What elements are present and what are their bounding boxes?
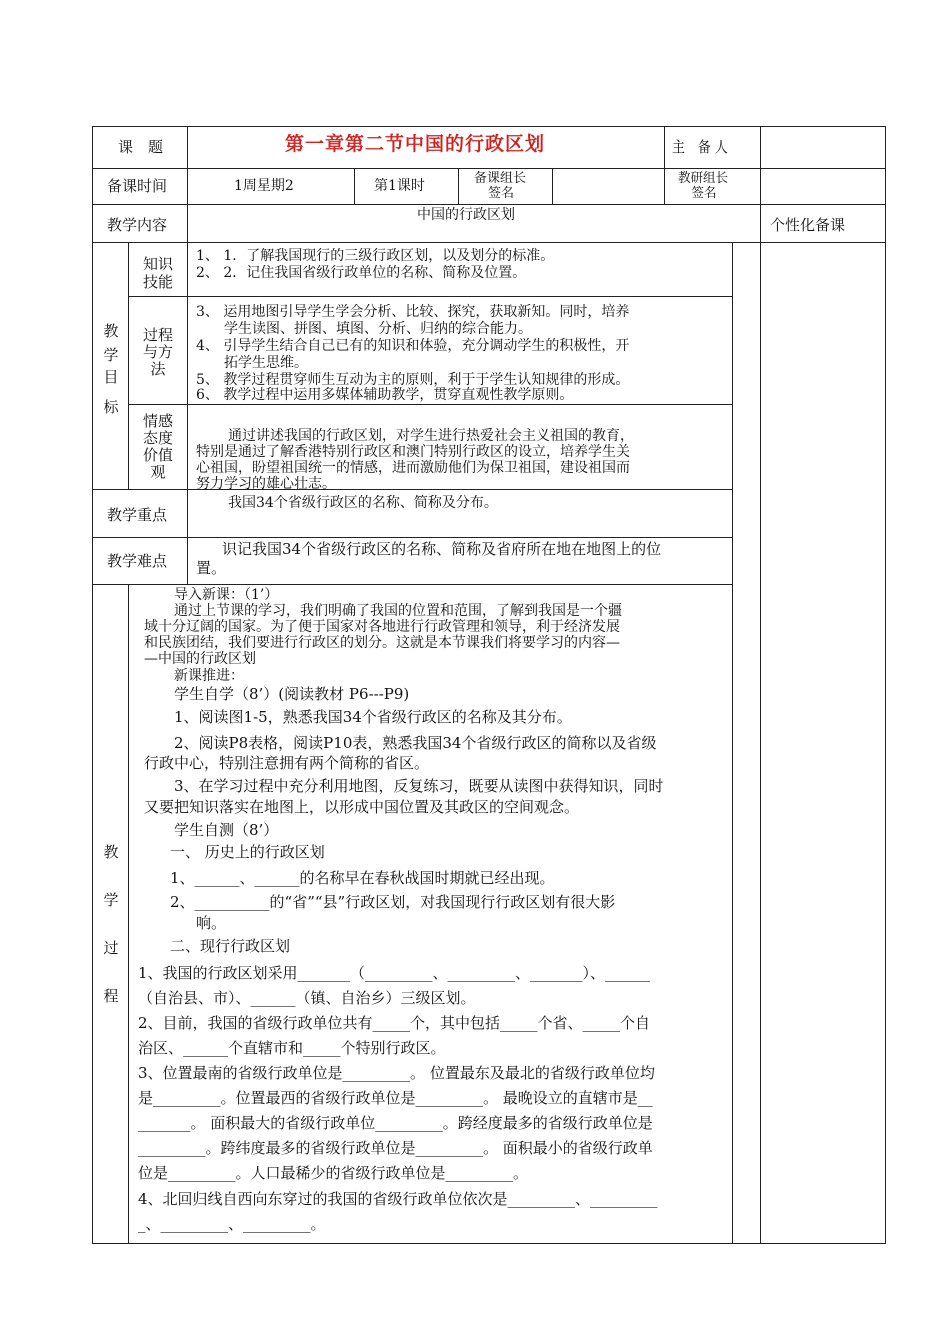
intro-heading: 导入新课：（1’） <box>174 587 279 603</box>
week-value: 1周星期2 <box>234 178 294 194</box>
self-study-item-2a: 2、阅读P8表格，阅读P10表，熟悉我国34个省级行政区的简称以及省级 <box>174 734 657 752</box>
process-item-3a: 3、 运用地图引导学生学会分析、比较、探究，获取新知。同时，培养 <box>196 304 630 320</box>
table-border-top <box>92 126 886 127</box>
history-q2a: 2、__________的“省”“县”行政区划，对我国现行行政区划有很大影 <box>170 893 616 911</box>
intro-text-3: 和民族团结，我们要进行行政区的划分。这就是本节课我们将要学习的内容— <box>144 635 620 651</box>
process-item-3b: 学生读图、拼图、填图、分析、归纳的综合能力。 <box>224 321 532 337</box>
process-side-2: 学 <box>103 891 119 909</box>
col-divider <box>128 584 129 1244</box>
intro-text-2: 域十分辽阔的国家。为了便于国家对各地进行行政管理和领导，利于经济发展 <box>144 619 620 635</box>
objectives-side-1: 教 <box>103 322 119 340</box>
col-divider <box>128 242 129 489</box>
preparer-label: 主 备 人 <box>672 138 728 156</box>
process-label-1: 过程 <box>142 326 173 344</box>
knowledge-label-1: 知识 <box>142 255 173 273</box>
key-points-label: 教学重点 <box>107 506 168 524</box>
objectives-side-label <box>99 318 123 420</box>
current-q3e: 位是_________。人口最稀少的省级行政单位是_________。 <box>138 1164 529 1182</box>
col-divider <box>760 168 761 204</box>
process-item-4b: 拓学生思维。 <box>224 355 308 371</box>
current-q3d: _________。跨纬度最多的省级行政单位是_________。 面积最小的省级行政单 <box>138 1139 653 1157</box>
table-border-left <box>92 126 93 1244</box>
group-leader-label-line1: 备课组长 <box>474 171 527 186</box>
difficulties-value-1: 识记我国34个省级行政区的名称、简称及省府所在地在地图上的位 <box>222 540 662 558</box>
current-q3c: _______。 面积最大的省级行政单位_________。跨经度最多的省级行政单位是 <box>138 1114 653 1132</box>
col-divider <box>552 168 553 204</box>
content-label: 教学内容 <box>107 216 168 234</box>
process-side-3: 过 <box>103 939 119 957</box>
current-heading: 二、现行行政区划 <box>170 937 291 955</box>
period-value: 第1课时 <box>374 178 425 194</box>
col-divider <box>664 168 665 204</box>
process-label-2: 与方 <box>142 343 173 361</box>
process-side-4: 程 <box>103 987 119 1005</box>
emotion-text-2: 特别是通过了解香港特别行政区和澳门特别行政区的设立，培养学生关 <box>196 444 630 460</box>
process-label-3: 法 <box>150 360 166 378</box>
emotion-text-3: 心祖国，盼望祖国统一的情感，进而激励他们为保卫祖国，建设祖国而 <box>196 460 630 476</box>
knowledge-item-1: 1、 1．了解我国现行的三级行政区划，以及划分的标准。 <box>196 248 555 264</box>
process-item-6: 6、 教学过程中运用多媒体辅助教学，贯穿直观性教学原则。 <box>196 387 574 403</box>
col-divider <box>187 242 188 489</box>
history-heading: 一、 历史上的行政区划 <box>170 843 325 861</box>
content-value: 中国的行政区划 <box>417 207 515 223</box>
emotion-label-3: 价值 <box>142 446 173 464</box>
time-label: 备课时间 <box>107 177 168 195</box>
research-leader-label <box>678 171 728 201</box>
self-study-item-3a: 3、在学习过程中充分利用地图，反复练习，既要从读图中获得知识，同时 <box>174 777 664 795</box>
emotion-label-4: 观 <box>150 463 166 481</box>
page-title: 第一章第二节中国的行政区划 <box>285 133 546 155</box>
self-study-item-1: 1、阅读图1-5，熟悉我国34个省级行政区的名称及其分布。 <box>174 708 572 726</box>
group-leader-label <box>474 171 526 201</box>
difficulties-label: 教学难点 <box>107 552 168 570</box>
emotion-label-1: 情感 <box>142 412 173 430</box>
row-divider <box>92 242 886 243</box>
history-q2b: 响。 <box>196 914 227 932</box>
col-divider <box>458 168 459 204</box>
personal-prep-label: 个性化备课 <box>770 216 846 234</box>
knowledge-item-2: 2、 2．记住我国省级行政单位的名称、简称及位置。 <box>196 265 527 281</box>
objectives-side-3: 标 <box>103 398 119 416</box>
process-item-5: 5、 教学过程贯穿师生互动为主的原则，利于于学生认知规律的形成。 <box>196 372 630 388</box>
emotion-label-2: 态度 <box>142 429 173 447</box>
self-study-item-2b: 行政中心，特别注意拥有两个简称的省区。 <box>144 754 430 772</box>
row-divider <box>92 489 733 490</box>
current-q2b: 治区、______个直辖市和_____个特别行政区。 <box>138 1039 446 1057</box>
emotion-text-1: 通过讲述我国的行政区划，对学生进行热爱社会主义祖国的教育， <box>228 428 634 444</box>
current-q4b: _、_________、_________。 <box>138 1215 326 1233</box>
difficulties-value-2: 置。 <box>196 559 227 577</box>
group-leader-label-line2: 签名 <box>488 186 515 201</box>
self-study-item-3b: 又要把知识落实在地图上，以形成中国位置及其政区的空间观念。 <box>144 798 580 816</box>
row-divider <box>92 537 733 538</box>
self-test-heading: 学生自测（8’） <box>174 821 279 839</box>
current-q3b: 是_________。位置最西的省级行政单位是_________。 最晚设立的直辖市是__ <box>138 1089 653 1107</box>
col-divider <box>732 242 733 1244</box>
current-q3a: 3、位置最南的省级行政单位是_________。 位置最东及最北的省级行政单位均 <box>138 1064 655 1082</box>
row-divider <box>92 168 886 169</box>
knowledge-label <box>137 255 179 291</box>
row-divider <box>128 296 733 297</box>
row-divider <box>128 404 733 405</box>
process-item-4a: 4、 引导学生结合自己已有的知识和体验，充分调动学生的积极性，开 <box>196 338 630 354</box>
col-divider <box>760 126 761 168</box>
col-divider <box>664 126 665 168</box>
history-q1: 1、______、______的名称早在春秋战国时期就已经出现。 <box>170 869 555 887</box>
new-lesson-heading: 新课推进： <box>174 668 244 684</box>
objectives-side-2: 学目 <box>103 346 119 386</box>
process-side-1: 教 <box>103 843 119 861</box>
row-divider <box>92 204 886 205</box>
intro-text-1: 通过上节课的学习，我们明确了我国的位置和范围，了解到我国是一个疆 <box>174 603 622 619</box>
self-study-heading: 学生自学（8’）(阅读教材 P6---P9) <box>174 685 410 703</box>
intro-text-4: —中国的行政区划 <box>144 651 256 667</box>
table-border-bottom <box>92 1243 886 1244</box>
table-border-right <box>885 126 886 1244</box>
col-divider <box>760 204 761 1244</box>
current-q1b: （自治县、市）、______（镇、自治乡）三级区划。 <box>138 989 476 1007</box>
topic-label: 课 题 <box>118 138 164 156</box>
current-q1a: 1、我国的行政区划采用_______（_________、_________、_______）、______ <box>138 964 651 982</box>
emotion-text-4: 努力学习的雄心壮志。 <box>196 476 336 492</box>
process-method-label <box>137 327 179 378</box>
current-q2a: 2、目前，我国的省级行政单位共有_____个，其中包括_____个省、_____个自 <box>138 1014 651 1032</box>
research-leader-label-line2: 签名 <box>691 186 717 201</box>
current-q4a: 4、北回归线自西向东穿过的我国的省级行政单位依次是_________、_________ <box>138 1190 658 1208</box>
research-leader-label-line1: 教研组长 <box>678 171 729 186</box>
key-points-value: 我国34个省级行政区的名称、简称及分布。 <box>228 495 498 511</box>
knowledge-label-2: 技能 <box>142 273 173 291</box>
col-divider <box>354 168 355 204</box>
row-divider <box>92 584 733 585</box>
process-side-label <box>99 828 123 1020</box>
emotion-label <box>137 413 179 481</box>
col-divider <box>187 126 188 242</box>
